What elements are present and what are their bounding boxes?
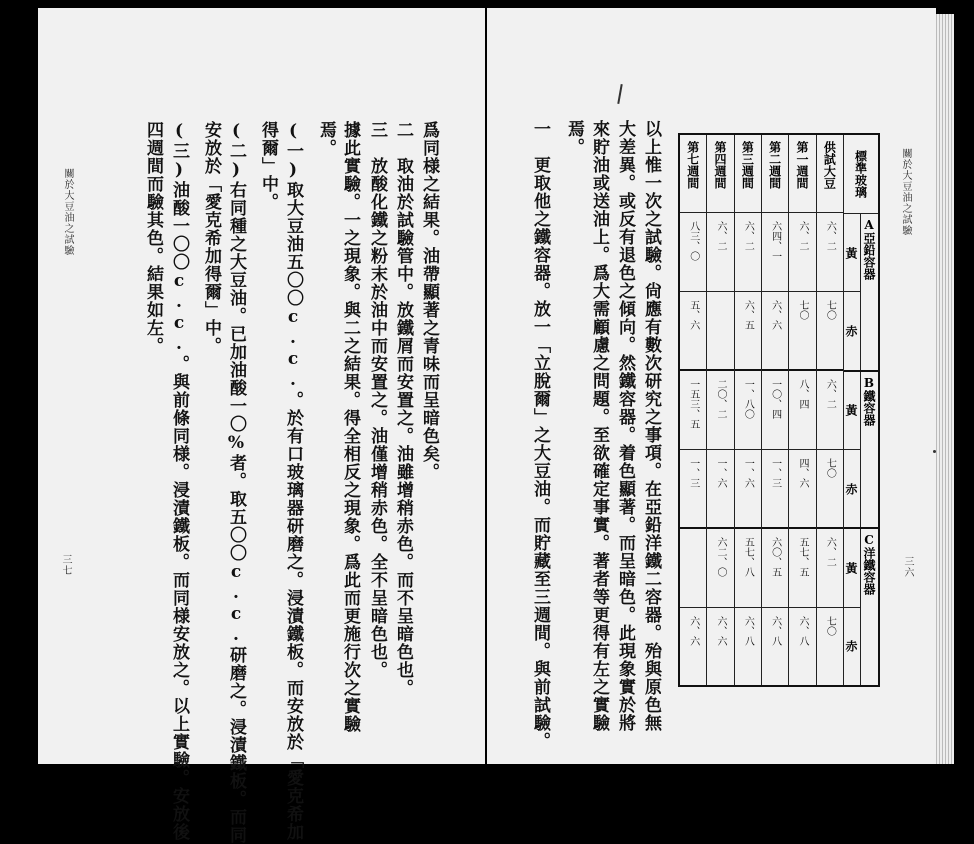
table-cell: 六、五 [742,299,754,330]
table-cell: 一五三、五 [687,379,699,429]
table-cell: 六四、一 [769,221,781,261]
table-cell: 八、四 [797,379,808,409]
table-cell: 八三、〇 [687,221,699,261]
table-group-name: C洋鐵容器 [862,533,876,596]
table-subheader: 黃 [844,246,858,259]
table-corner-header: 標準玻璃 [853,150,868,198]
table-row-label: 第一週間 [795,141,809,189]
left-text-column-8: (二)右同種之大豆油。已加油酸一〇%者。取五〇〇c.c.研磨之。浸漬鐵板。而同 [226,121,246,844]
left-text-column-5: 焉。 [316,121,336,157]
table-group-2 [844,529,878,685]
table-group-name: B鐵容器 [862,375,876,426]
table-cell: 六、二 [824,537,836,567]
table-group-name: A亞鉛容器 [862,218,876,280]
left-page-number: 三七 [60,554,71,576]
right-text-column-1: 以上惟一次之試驗。尙應有數次研究之事項。在亞鉛洋鐵二容器。殆與原色無 [641,120,661,732]
right-page [487,8,936,764]
right-text-column-2: 大差異。或反有退色之傾向。然鐵容器。着色顯著。而呈暗色。此現象實於將 [615,120,635,732]
table-row [761,135,788,685]
table-cell: 六、八 [742,615,754,646]
table-subheader: 赤 [844,325,858,338]
table-header-column [843,135,878,685]
left-text-column-3: 三 放酸化鐵之粉末於油中而安置之。油僅增稍赤色。全不呈暗色也。 [367,121,387,679]
table-cell: 六、八 [769,615,781,646]
table-row [706,135,733,685]
data-table-columns [680,135,878,685]
right-text-column-3: 來貯油或送油上。爲大需顧慮之問題。至欲確定事實。著者等更得有左之實驗 [589,120,609,732]
table-cell: 五七、五 [797,537,808,577]
table-cell: 四、六 [797,457,808,488]
table-row [816,135,843,685]
table-cell: 六、六 [687,615,699,646]
left-page [38,8,485,844]
page-stack-edge [936,14,954,764]
table-row-label: 第四週間 [713,141,728,189]
right-text-column-5: 一 更取他之鐵容器。放一「立脫爾」之大豆油。而貯藏至三週間。與前試驗。 [530,120,550,750]
table-cell: 七〇 [824,299,836,320]
table-cell: 一〇、四 [769,379,781,419]
table-cell: 一、六 [715,457,727,488]
table-row-label: 第七週間 [685,141,700,189]
table-cell: 一、三 [687,457,699,488]
left-text-column-1: 爲同様之結果。油帶顯著之青味而呈暗色矣。 [419,121,439,481]
table-cell: 六、六 [769,299,781,330]
table-row-label: 第二週間 [767,141,782,189]
table-subheader: 赤 [844,640,858,653]
table-row-label: 第三週間 [740,141,755,189]
table-group-1 [844,372,878,530]
table-row [734,135,761,685]
table-cell: 六、二 [715,221,727,251]
left-text-column-9: 安放於「愛克希加得爾」中。 [201,121,221,355]
right-running-head: 關於大豆油之試驗 [900,148,911,236]
table-cell: 六、二 [742,221,754,251]
table-cell: 七〇 [824,615,836,636]
table-subheader: 赤 [844,482,858,495]
table-cell: 六〇、五 [769,537,781,577]
table-row [788,135,815,685]
table-cell: 一、三 [769,457,781,488]
pencil-mark [617,84,622,104]
left-running-head: 關於大豆油之試驗 [62,168,73,256]
table-cell: 六二、〇 [715,537,727,577]
table-cell: 二〇、二 [715,379,727,419]
left-text-column-7: 得爾」中。 [258,121,278,211]
table-cell: 五七、八 [742,537,754,577]
left-text-column-4: 據此實驗。一之現象。與二之結果。得全相反之現象。爲此而更施行次之實驗 [340,121,360,733]
table-cell: 七〇 [824,457,836,478]
table-row [680,135,706,685]
left-text-column-11: 四週間而驗其色。結果如左。 [143,121,163,355]
table-cell: 五、六 [687,299,699,330]
table-subheader: 黃 [844,562,858,575]
table-subheader: 黃 [844,404,858,417]
left-text-column-10: (三)油酸一〇〇c.c.。與前條同様。浸漬鐵板。而同様安放之。以上實驗。安放後 [169,121,189,841]
left-text-column-2: 二 取油於試驗管中。放鐵屑而安置之。油雖增稍赤色。而不呈暗色也。 [393,121,413,697]
table-cell: 六、二 [797,221,808,251]
left-text-column-6: (一)取大豆油五〇〇c.c.。於有口玻璃器研磨之。浸漬鐵板。而安放於「愛克希加 [283,121,303,841]
table-cell: 一、六 [742,457,754,488]
table-row-label: 供試大豆 [822,141,837,189]
ink-dot [933,450,936,453]
right-page-number: 三六 [902,556,913,578]
right-text-column-4: 焉。 [564,120,584,156]
table-cell: 六、二 [824,221,836,251]
table-cell: 一、八〇 [742,379,754,419]
table-cell: 七〇 [797,299,808,320]
table-cell: 六、八 [797,615,808,646]
table-group-0 [844,214,878,372]
table-cell: 六、二 [824,379,836,409]
table-cell: 六、六 [715,615,727,646]
data-table [678,133,880,687]
